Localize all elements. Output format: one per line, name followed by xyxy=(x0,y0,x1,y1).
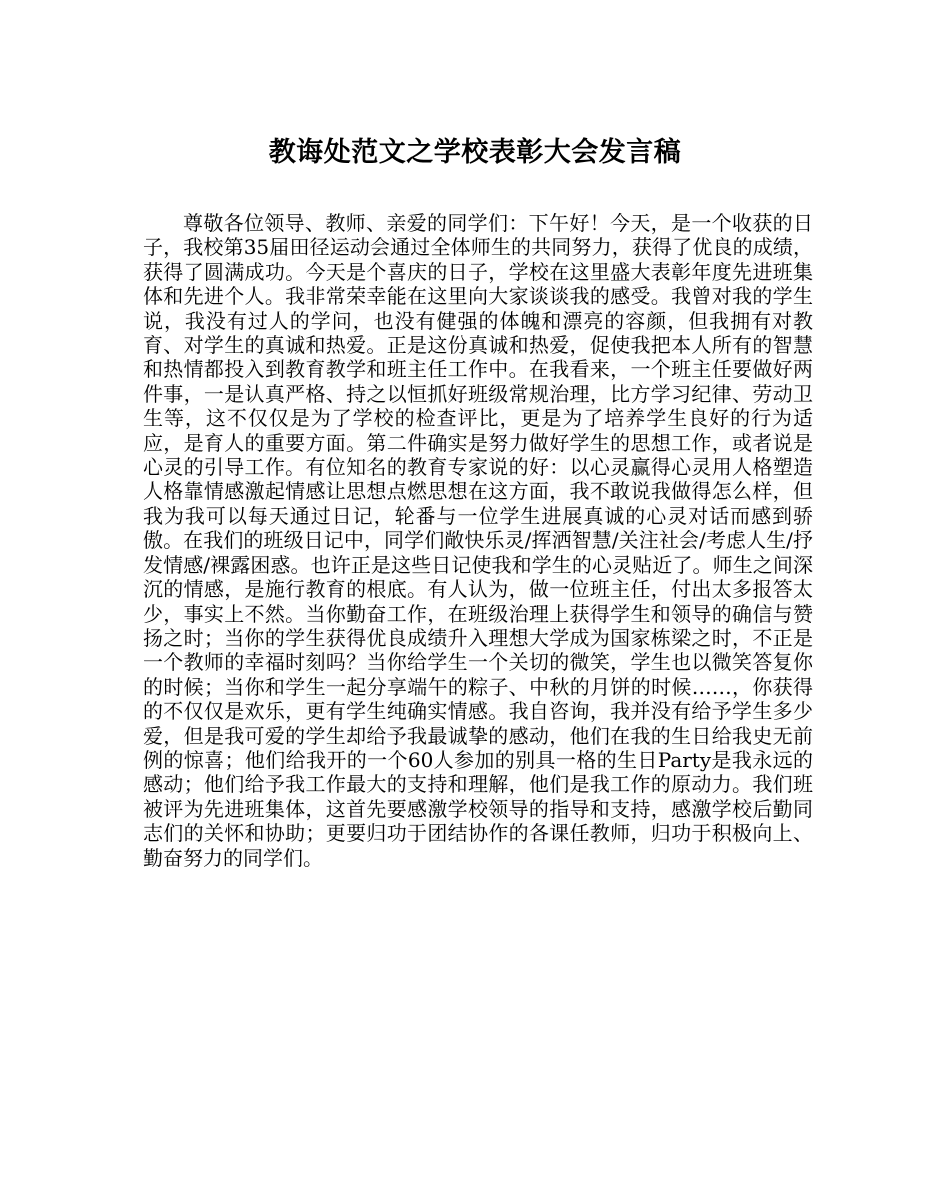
document-title: 教诲处范文之学校表彰大会发言稿 xyxy=(268,137,682,168)
body-paragraph: 尊敬各位领导、教师、亲爱的同学们：下午好！今天，是一个收获的日子，我校第35届田径运动会通过全体师生的共同努力，获得了优良的成绩，获得了圆满成功。今天是个喜庆的日子，学校在这里盛大表彰年度先进班集体和先进个人。我非常荣幸能在这里向大家谈谈我的感受。我曾对我的学生说，我没有过人的学问，也没有健强的体魄和漂亮的容颜，但我拥有对教育、对学生的真诚和热爱。正是这份真诚和热爱，促使我把本人所有的智慧和热情都投入到教育教学和班主任工作中。在我看来，一个班主任要做好两件事，一是认真严格、持之以恒抓好班级常规治理，比方学习纪律、劳动卫生等，这不仅仅是为了学校的检查评比，更是为了培养学生良好的行为适应，是育人的重要方面。第二件确实是努力做好学生的思想工作，或者说是心灵的引导工作。有位知名的教育专家说的好：以心灵赢得心灵用人格塑造人格靠情感激起情感让思想点燃思想在这方面，我不敢说我做得怎么样，但我为我可以每天通过日记，轮番与一位学生进展真诚的心灵对话而感到骄傲。在我们的班级日记中，同学们敞快乐灵/挥洒智慧/关注社会/考虑人生/抒发情感/裸露困惑。也许正是这些日记使我和学生的心灵贴近了。师生之间深沉的情感，是施行教育的根底。有人认为，做一位班主任，付出太多报答太少，事实上不然。当你勤奋工作，在班级治理上获得学生和领导的确信与赞扬之时；当你的学生获得优良成绩升入理想大学成为国家栋梁之时，不正是一个教师的幸福时刻吗？当你给学生一个关切的微笑，学生也以微笑答复你的时候；当你和学生一起分享端午的粽子、中秋的月饼的时候……，你获得的不仅仅是欢乐，更有学生纯确实情感。我自咨询，我并没有给予学生多少爱，但是我可爱的学生却给予我最诚挚的感动，他们在我的生日给我史无前例的惊喜；他们给我开的一个60人参加的别具一格的生日Party是我永远的感动；他们给予我工作最大的支持和理解，他们是我工作的原动力。我们班被评为先进班集体，这首先要感激学校领导的指导和支持，感激学校后勤同志们的关怀和协助；更要归功于团结协作的各课任教师，归功于积极向上、勤奋努力的同学们。 xyxy=(143,211,813,870)
